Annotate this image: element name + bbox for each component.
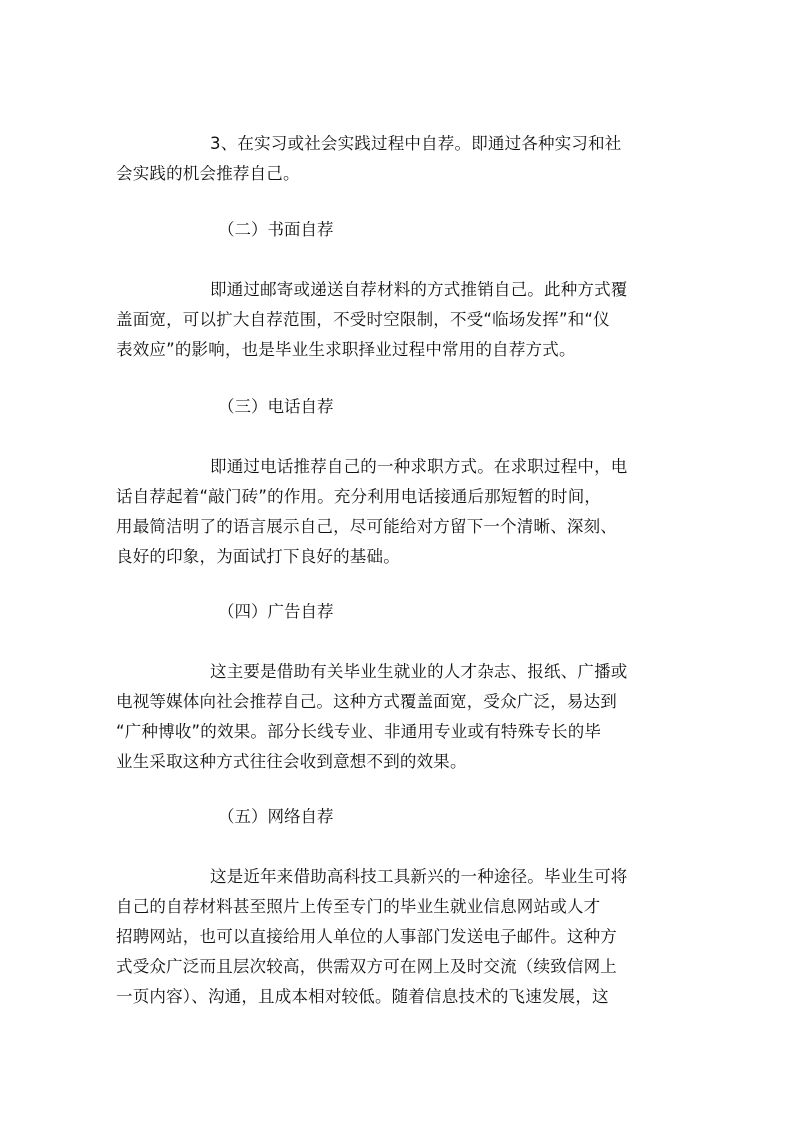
text-line: 良好的印象，为面试打下良好的基础。 — [116, 547, 400, 566]
paragraph-written-self-recommend — [116, 275, 676, 365]
text-line: 3、在实习或社会实践过程中自荐。即通过各种实习和社 — [210, 134, 622, 153]
section-heading-advertisement: （四）广告自荐 — [218, 602, 334, 621]
text-line: 一页内容）、沟通，且成本相对较低。随着信息技术的飞速发展，这 — [116, 987, 609, 1006]
text-line: 这主要是借助有关毕业生就业的人才杂志、报纸、广播或 — [210, 662, 628, 681]
text-line: 招聘网站，也可以直接给用人单位的人事部门发送电子邮件。这种方 — [116, 927, 617, 946]
paragraph-phone-self-recommend — [116, 452, 676, 572]
text-line: 式受众广泛而且层次较高，供需双方可在网上及时交流（续致信网上 — [116, 957, 617, 976]
text-line: 表效应”的影响，也是毕业生求职择业过程中常用的自荐方式。 — [116, 340, 576, 359]
section-heading-written: （二）书面自荐 — [218, 220, 334, 239]
text-line: 自己的自荐材料甚至照片上传至专门的毕业生就业信息网站或人才 — [116, 897, 601, 916]
text-line: 即通过电话推荐自己的一种求职方式。在求职过程中，电 — [210, 457, 628, 476]
text-line: 即通过邮寄或递送自荐材料的方式推销自己。此种方式覆 — [210, 280, 628, 299]
paragraph-internet-self-recommend — [116, 862, 676, 1012]
paragraph-advertisement-self-recommend — [116, 657, 676, 777]
text-line: 会实践的机会推荐自己。 — [116, 164, 300, 183]
text-line: 话自荐起着“敲门砖”的作用。充分利用电话接通后那短暂的时间， — [116, 487, 602, 506]
paragraph-practice-self-recommend — [116, 129, 676, 189]
text-line: 用最简洁明了的语言展示自己，尽可能给对方留下一个清晰、深刻、 — [116, 517, 617, 536]
text-line: 业生采取这种方式往往会收到意想不到的效果。 — [116, 752, 467, 771]
text-line: 这是近年来借助高科技工具新兴的一种途径。毕业生可将 — [210, 867, 628, 886]
text-line: “广种博收”的效果。部分长线专业、非通用专业或有特殊专长的毕 — [116, 722, 602, 741]
text-line: 电视等媒体向社会推荐自己。这种方式覆盖面宽，受众广泛，易达到 — [116, 692, 617, 711]
section-heading-phone: （三）电话自荐 — [218, 397, 334, 416]
text-line: 盖面宽，可以扩大自荐范围，不受时空限制，不受“临场发挥”和“仪 — [116, 310, 610, 329]
section-heading-internet: （五）网络自荐 — [218, 807, 334, 826]
